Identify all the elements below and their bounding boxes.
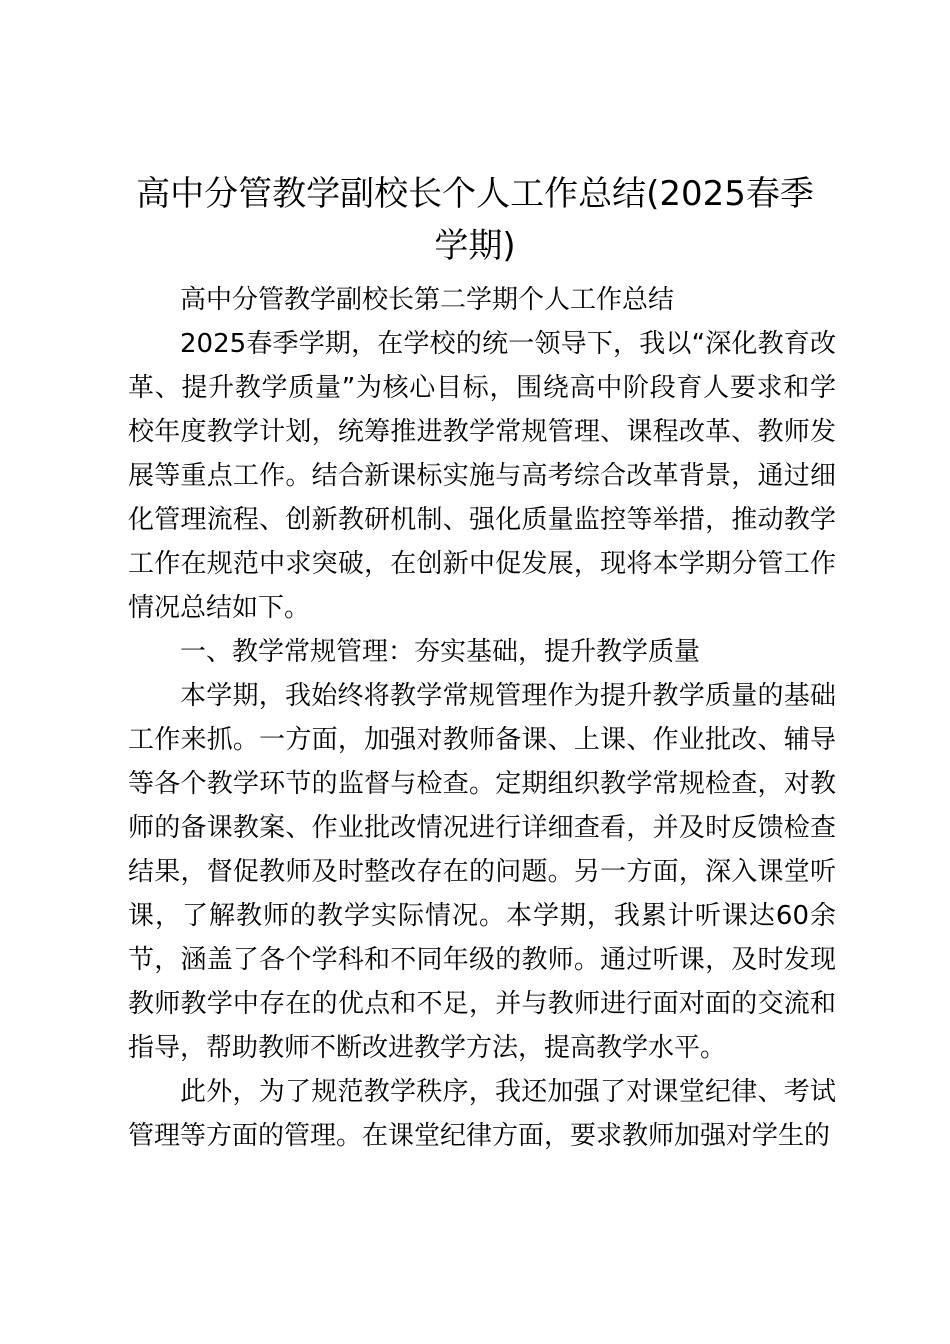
intro-paragraph: 2025春季学期，在学校的统一领导下，我以“深化教育改革、提升教学质量”为核心目标，围绕高中阶段育人要求和学校年度教学计划，统筹推进教学常规管理、课程改革、教师发展等重点工作。结合新课标实施与高考综合改革背景，通过细化管理流程、创新教研机制、强化质量监控等举措，推动教学工作在规范中求突破，在创新中促发展，现将本学期分管工作情况总结如下。 xyxy=(128,329,836,623)
body-paragraph: 此外，为了规范教学秩序，我还加强了对课堂纪律、考试管理等方面的管理。在课堂纪律方面，要求教师加强对学生的 xyxy=(128,1077,836,1151)
body-paragraph: 本学期，我始终将教学常规管理作为提升教学质量的基础工作来抓。一方面，加强对教师备课、上课、作业批改、辅导等各个教学环节的监督与检查。定期组织教学常规检查，对教师的备课教案、作业批改情况进行详细查看，并及时反馈检查结果，督促教师及时整改存在的问题。另一方面，深入课堂听课，了解教师的教学实际情况。本学期，我累计听课达60余节，涵盖了各个学科和不同年级的教师。通过听课，及时发现教师教学中存在的优点和不足，并与教师进行面对面的交流和指导，帮助教师不断改进教学方法，提高教学水平。 xyxy=(128,681,836,1063)
section-heading: 一、教学常规管理：夯实基础，提升教学质量 xyxy=(180,637,701,667)
document-title: 高中分管教学副校长个人工作总结(2025春季学期) xyxy=(136,174,814,266)
document-body xyxy=(128,278,836,1158)
subtitle-paragraph: 高中分管教学副校长第二学期个人工作总结 xyxy=(180,285,675,315)
